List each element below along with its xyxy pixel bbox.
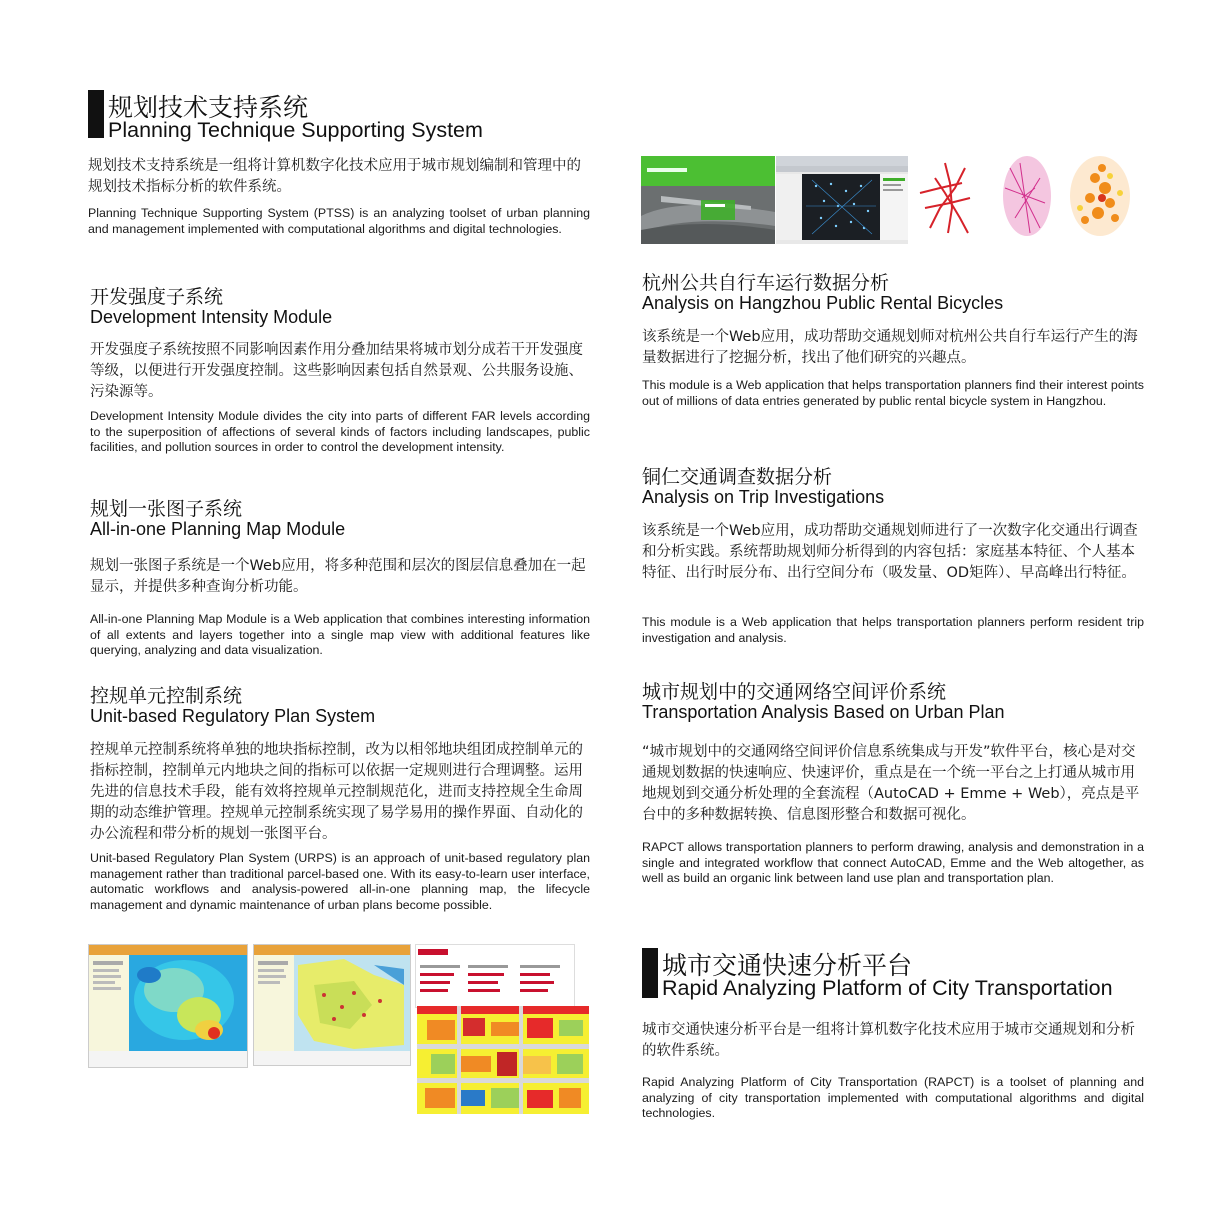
unit-panel-screenshot (415, 944, 575, 1008)
trip-body-en: This module is a Web application that helps transportation planners perform resident trip investigation and analysis. (642, 615, 1144, 645)
net-body-en: RAPCT allows transportation planners to perform drawing, analysis and demonstration in a single and integrated workflow that connect AutoCAD, Emme and the Web altogether, as well as build an organic link between land use plan and transportation plan. (642, 840, 1144, 886)
map-body-en: All-in-one Planning Map Module is a Web application that combines interesting information of all extents and layers together into a single map view with additional features like querying, analyzing and data visualization. (90, 612, 590, 658)
dev-title-zh: 开发强度子系统 (90, 286, 224, 308)
net-title-en: Transportation Analysis Based on Urban Plan (642, 702, 1005, 722)
urps-title-en: Unit-based Regulatory Plan System (90, 706, 376, 726)
map-title-en: All-in-one Planning Map Module (90, 519, 346, 539)
landuse-plan-image (417, 1006, 589, 1114)
dev-body-zh: 开发强度子系统按照不同影响因素作用分叠加结果将城市划分成若干开发强度等级，以便进行开发强度控制。这些影响因素包括自然景观、公共服务设施、污染源等。 (90, 342, 583, 400)
ptss-intro-zh: 规划技术支持系统是一组将计算机数字化技术应用于城市规划编制和管理中的规划技术指标分析的软件系统。 (88, 158, 581, 195)
map-title-zh: 规划一张图子系统 (90, 498, 243, 520)
bike-title-zh: 杭州公共自行车运行数据分析 (642, 272, 890, 294)
trip-title-zh: 铜仁交通调查数据分析 (642, 466, 833, 488)
trip-body-zh: 该系统是一个Web应用，成功帮助交通规划师进行了一次数字化交通出行调查和分析实践。系统帮助规划师分析得到的内容包括：家庭基本特征、个人基本特征、出行时辰分布、出行空间分布（吸发量、OD矩阵）、早高峰出行特征。 (642, 523, 1138, 581)
section-bar (88, 90, 104, 138)
urps-title-zh: 控规单元控制系统 (90, 685, 243, 707)
web-app-screenshot (641, 156, 775, 244)
rapct-header (642, 946, 1162, 1000)
rapct-title-zh: 城市交通快速分析平台 (662, 951, 913, 980)
bike-body-zh: 该系统是一个Web应用，成功帮助交通规划师对杭州公共自行车运行产生的海量数据进行了挖掘分析，找出了他们研究的兴趣点。 (642, 329, 1138, 366)
ptss-title-zh: 规划技术支持系统 (108, 93, 309, 122)
section-bar (642, 948, 658, 998)
rapct-title-en: Rapid Analyzing Platform of City Transportation (662, 976, 1113, 1000)
rapct-intro-en: Rapid Analyzing Platform of City Transportation (RAPCT) is a toolset of planning and analyzing of city transportation implemented with computational algorithms and digital technologies. (642, 1075, 1144, 1121)
bicycle-data-maps (910, 148, 1144, 244)
trip-title-en: Analysis on Trip Investigations (642, 487, 885, 507)
heatmap-screenshot (88, 944, 248, 1068)
bike-body-en: This module is a Web application that helps transportation planners find their interest points out of millions of data entries generated by public rental bicycle system in Hangzhou. (642, 378, 1144, 408)
ptss-intro-en: Planning Technique Supporting System (PTSS) is an analyzing toolset of urban planning and management implemented with computational algorithms and digital technologies. (88, 206, 590, 236)
net-body-zh: “城市规划中的交通网络空间评价信息系统集成与开发”软件平台，核心是对交通规划数据的快速响应、快速评价，重点是在一个统一平台之上打通从城市用地规划到交通分析处理的全套流程（AutoCAD + Emme + Web），亮点是平台中的多种数据转换、信息图形整合和数据可视化。 (642, 744, 1140, 823)
rapct-intro-zh: 城市交通快速分析平台是一组将计算机数字化技术应用于城市交通规划和分析的软件系统。 (642, 1022, 1135, 1059)
map-body-zh: 规划一张图子系统是一个Web应用，将多种范围和层次的图层信息叠加在一起显示，并提供多种查询分析功能。 (90, 558, 586, 595)
ptss-header (88, 88, 608, 142)
cad-screenshot (776, 156, 908, 244)
dev-body-en: Development Intensity Module divides the city into parts of different FAR levels according to the superposition of affections of several kinds of factors including landscapes, public facilities, and pollution sources in order to control the development intensity. (90, 409, 590, 455)
urps-body-en: Unit-based Regulatory Plan System (URPS) is an approach of unit-based regulatory plan management rather than traditional parcel-based one. With its easy-to-learn user interface, automatic workflows and analysis-powered all-in-one planning map, the lifecycle management and dynamic maintenance of urban plans become possible. (90, 851, 590, 912)
dev-title-en: Development Intensity Module (90, 307, 333, 327)
parcel-map-screenshot (253, 944, 411, 1066)
net-title-zh: 城市规划中的交通网络空间评价系统 (642, 681, 947, 703)
ptss-title-en: Planning Technique Supporting System (108, 118, 483, 142)
bike-title-en: Analysis on Hangzhou Public Rental Bicycles (642, 293, 1004, 313)
urps-body-zh: 控规单元控制系统将单独的地块指标控制，改为以相邻地块组团成控制单元的指标控制，控制单元内地块之间的指标可以依据一定规则进行合理调整。运用先进的信息技术手段，能有效将控规单元控制规范化，进而支持控规全生命周期的动态维护管理。控规单元控制系统实现了易学易用的操作界面、自动化的办公流程和带分析的规划一张图平台。 (90, 742, 583, 842)
